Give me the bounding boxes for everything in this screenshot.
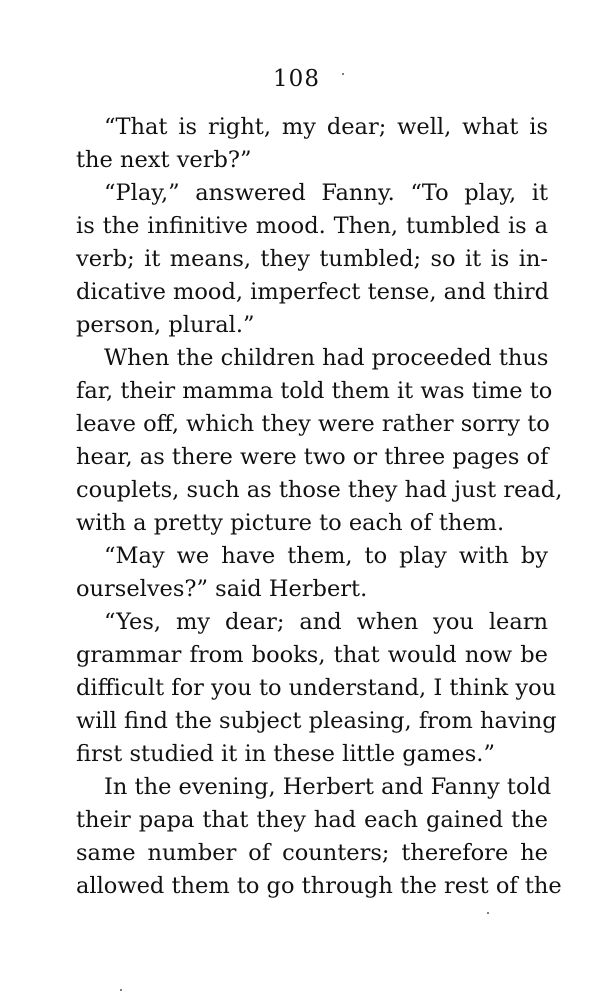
text-line: with a pretty picture to each of them. [76, 510, 505, 536]
text-line: is the infinitive mood. Then, tumbled is a [76, 213, 548, 239]
text-line: When the children had proceeded thus [104, 345, 549, 371]
paragraph-1 [76, 111, 548, 177]
text-line: “Play,” answered Fanny. “To play, it [104, 180, 548, 206]
paragraph-5 [76, 606, 557, 771]
text-line: leave off, which they were rather sorry to [76, 411, 550, 437]
body-text [76, 111, 563, 903]
text-line: dicative mood, imperfect tense, and third [76, 279, 549, 305]
text-line: grammar from books, that would now be [76, 642, 548, 668]
print-speck [342, 73, 344, 75]
paragraph-3 [76, 342, 563, 540]
text-line: will find the subject pleasing, from having [76, 708, 557, 734]
paragraph-6 [76, 771, 562, 903]
text-line: same number of counters; therefore he [76, 840, 548, 866]
print-speck [120, 989, 122, 991]
paragraph-2 [76, 177, 548, 342]
text-line: allowed them to go through the rest of the [76, 873, 562, 899]
text-line: “That is right, my dear; well, what is [104, 114, 548, 140]
paragraph-4 [76, 540, 548, 606]
text-line: verb; it means, they tumbled; so it is in- [76, 246, 548, 272]
text-line: difficult for you to understand, I think you [76, 675, 557, 701]
text-line: couplets, such as those they had just read, [76, 477, 563, 503]
text-line: the next verb?” [76, 147, 252, 173]
text-line: their papa that they had each gained the [76, 807, 548, 833]
text-line: In the evening, Herbert and Fanny told [104, 774, 552, 800]
print-speck [487, 912, 489, 914]
text-line: hear, as there were two or three pages of [76, 444, 549, 470]
text-line: far, their mamma told them it was time to [76, 378, 553, 404]
text-line: ourselves?” said Herbert. [76, 576, 368, 602]
text-line: first studied it in these little games.” [76, 741, 495, 767]
text-line: “Yes, my dear; and when you learn [104, 609, 548, 635]
text-line: person, plural.” [76, 312, 255, 338]
text-line: “May we have them, to play with by [104, 543, 548, 569]
page-number: 108 [273, 66, 320, 92]
